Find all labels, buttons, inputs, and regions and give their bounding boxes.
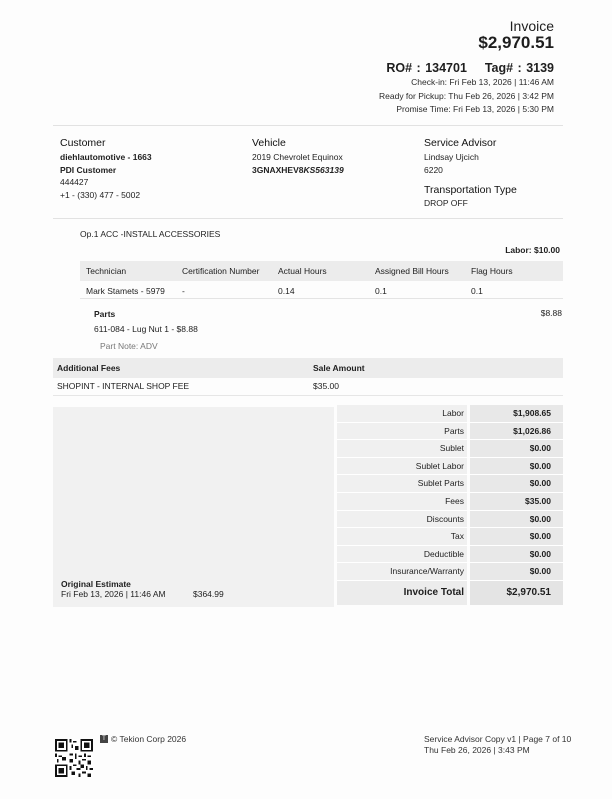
service-advisor-name: Lindsay Ujcich [424, 152, 479, 162]
tekion-logo-icon: T [100, 735, 108, 743]
parts-label: Parts [94, 309, 116, 319]
vehicle-description: 2019 Chevrolet Equinox [252, 152, 343, 162]
summary-row-parts [337, 423, 563, 441]
summary-row-sublet [337, 440, 563, 458]
operation-title: Op.1 ACC -INSTALL ACCESSORIES [80, 229, 221, 239]
customer-heading: Customer [60, 137, 106, 149]
additional-fees-heading: Additional Fees [57, 363, 121, 373]
summary-row-discounts [337, 511, 563, 529]
col-technician: Technician [86, 266, 127, 276]
additional-fees-header [53, 358, 563, 378]
summary-value: $0.00 [470, 546, 563, 563]
vehicle-heading: Vehicle [252, 137, 286, 149]
technician-name: Mark Stamets - 5979 [86, 286, 165, 296]
divider [53, 125, 563, 126]
summary-label: Fees [337, 493, 467, 510]
fee-amount: $35.00 [313, 381, 339, 391]
copy-info: Service Advisor Copy v1 | Page 7 of 10 [424, 734, 572, 744]
table-row [53, 378, 563, 396]
service-advisor-heading: Service Advisor [424, 137, 497, 149]
promise-time: Promise Time: Fri Feb 13, 2026 | 5:30 PM [396, 104, 554, 114]
summary-value: $0.00 [470, 440, 563, 457]
sale-amount-heading: Sale Amount [313, 363, 365, 373]
ro-label: RO# : [386, 61, 421, 75]
summary-label: Sublet [337, 440, 467, 457]
ro-tag-line [386, 61, 554, 75]
summary-row-tax [337, 528, 563, 546]
summary-value: $1,908.65 [470, 405, 563, 422]
original-estimate-amount: $364.99 [193, 589, 224, 599]
customer-block [60, 151, 152, 201]
col-actual-hours: Actual Hours [278, 266, 327, 276]
assigned-bill-hours: 0.1 [375, 286, 387, 296]
original-estimate-label: Original Estimate [61, 579, 131, 589]
qr-code-icon [55, 739, 93, 777]
technician-table-header [80, 261, 563, 281]
summary-row-invoice-total [337, 581, 563, 605]
check-in-time: Check-in: Fri Feb 13, 2026 | 11:46 AM [411, 77, 554, 87]
invoice-summary [337, 405, 563, 605]
printed-timestamp: Thu Feb 26, 2026 | 3:43 PM [424, 745, 530, 755]
certification-number: - [182, 286, 185, 296]
summary-row-sublet-labor [337, 458, 563, 476]
vehicle-vin [252, 164, 344, 177]
summary-value: $1,026.86 [470, 423, 563, 440]
actual-hours: 0.14 [278, 286, 295, 296]
summary-row-fees [337, 493, 563, 511]
ro-number: 134701 [425, 61, 467, 75]
invoice-total-header: $2,970.51 [478, 33, 554, 52]
operation-labor: Labor: $10.00 [505, 245, 560, 255]
customer-phone: +1 - (330) 477 - 5002 [60, 189, 141, 200]
summary-value: $0.00 [470, 475, 563, 492]
tag-label: Tag# : [484, 61, 522, 75]
parts-amount: $8.88 [540, 308, 562, 318]
service-advisor-number: 6220 [424, 164, 443, 175]
customer-id: 444427 [60, 177, 89, 187]
vin-suffix: KS563139 [303, 164, 344, 175]
ready-for-pickup-time: Ready for Pickup: Thu Feb 26, 2026 | 3:42 PM [379, 91, 554, 101]
col-flag-hours: Flag Hours [471, 266, 513, 276]
summary-label: Discounts [337, 511, 467, 528]
tag-number: 3139 [526, 61, 554, 75]
summary-value: $0.00 [470, 458, 563, 475]
summary-label: Sublet Labor [337, 458, 467, 475]
summary-row-deductible [337, 546, 563, 564]
summary-value: $0.00 [470, 511, 563, 528]
invoice-title: Invoice [509, 18, 554, 34]
invoice-total-label: Invoice Total [337, 581, 467, 605]
service-advisor-block [424, 151, 479, 176]
table-row [80, 281, 563, 299]
fee-name: SHOPINT - INTERNAL SHOP FEE [57, 381, 190, 391]
part-note: Part Note: ADV [100, 341, 158, 351]
customer-type: PDI Customer [60, 164, 117, 175]
vin-prefix: 3GNAXHEV8 [252, 164, 304, 175]
summary-value: $0.00 [470, 528, 563, 545]
summary-row-labor [337, 405, 563, 423]
summary-label: Parts [337, 423, 467, 440]
summary-value: $0.00 [470, 563, 563, 580]
col-certification-number: Certification Number [182, 266, 260, 276]
transportation-type: DROP OFF [424, 198, 468, 208]
flag-hours: 0.1 [471, 286, 483, 296]
summary-row-insurance-warranty [337, 563, 563, 581]
summary-label: Sublet Parts [337, 475, 467, 492]
estimate-panel [53, 407, 334, 607]
technician-table [80, 261, 563, 299]
customer-name: diehlautomotive - 1663 [60, 152, 152, 162]
summary-label: Tax [337, 528, 467, 545]
copyright: © Tekion Corp 2026 [111, 734, 187, 744]
summary-label: Deductible [337, 546, 467, 563]
transportation-heading: Transportation Type [424, 184, 517, 196]
original-estimate-date: Fri Feb 13, 2026 | 11:46 AM [61, 589, 166, 599]
summary-value: $35.00 [470, 493, 563, 510]
summary-label: Insurance/Warranty [337, 563, 467, 580]
summary-label: Labor [337, 405, 467, 422]
summary-row-sublet-parts [337, 475, 563, 493]
part-line: 611-084 - Lug Nut 1 - $8.88 [94, 324, 198, 334]
divider [53, 218, 563, 219]
vehicle-block [252, 151, 344, 176]
col-assigned-bill-hours: Assigned Bill Hours [375, 266, 449, 276]
invoice-total-value: $2,970.51 [470, 581, 563, 605]
